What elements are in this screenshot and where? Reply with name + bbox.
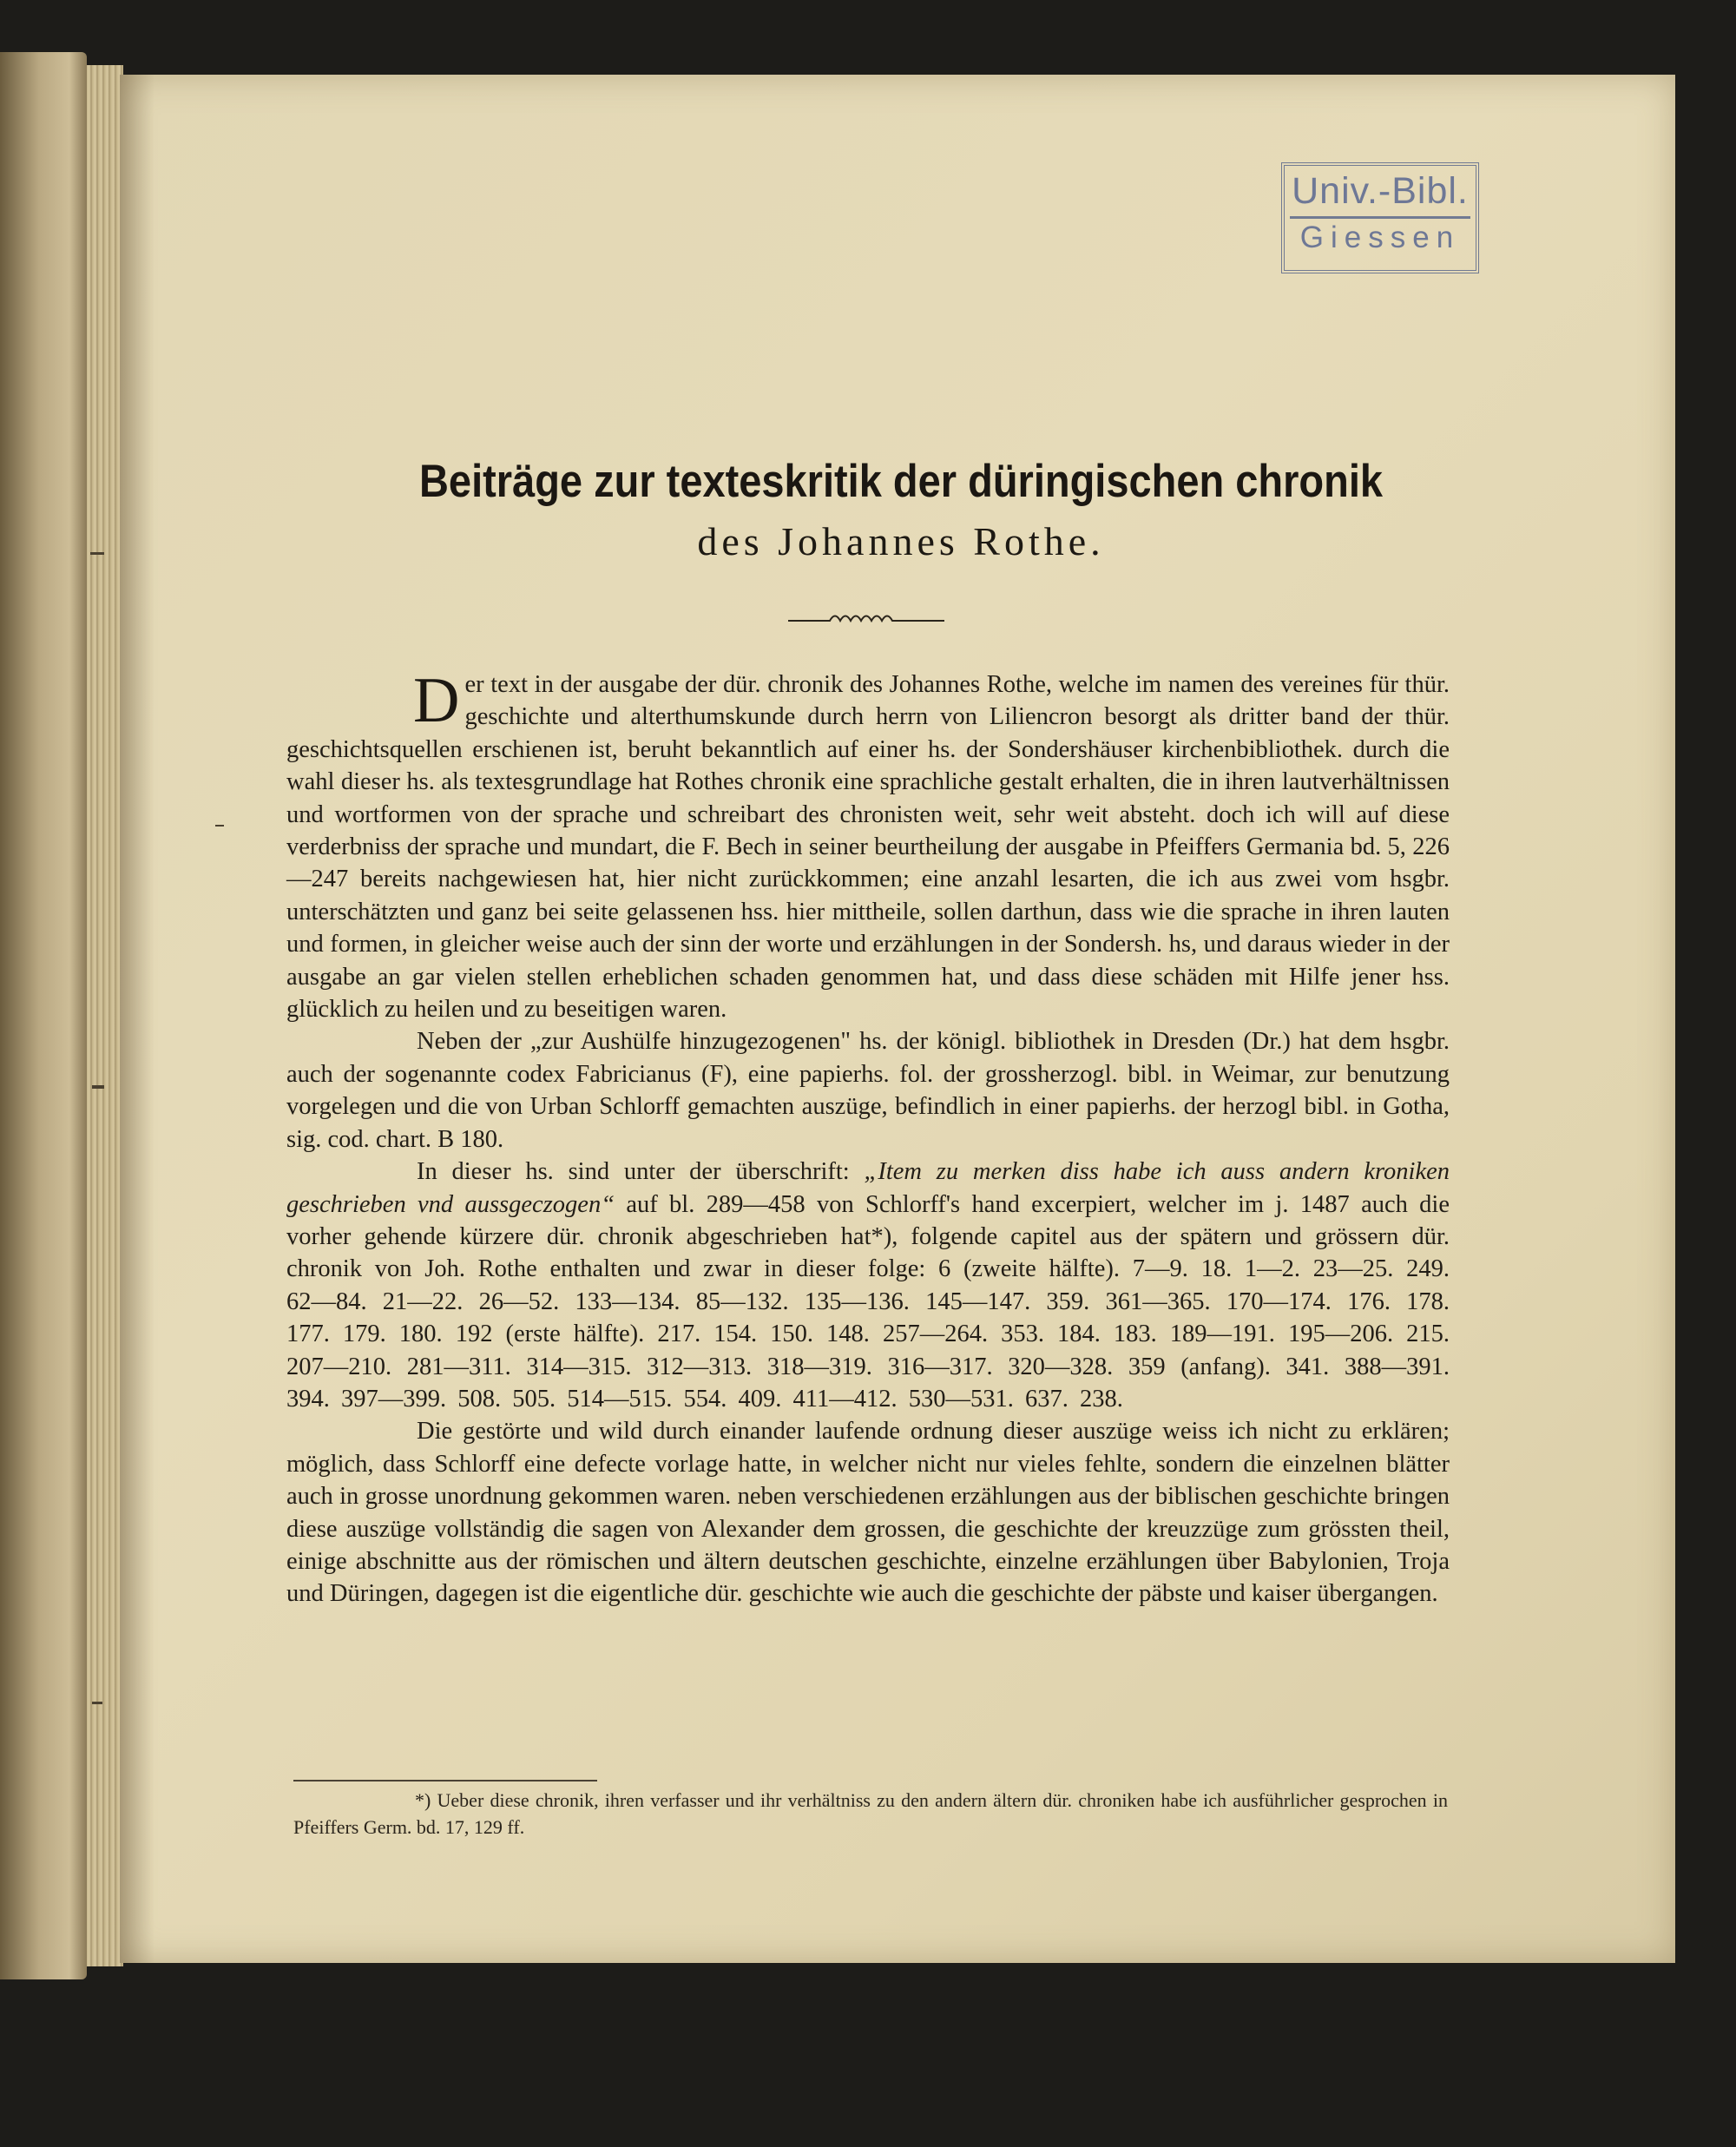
paragraph-3 [286,1156,1450,1415]
margin-mark [92,1085,104,1089]
library-stamp [1281,162,1479,273]
footnote-rule [293,1780,597,1781]
paragraph-3-rest: auf bl. 289—458 von Schlorff's hand excerpiert, welcher im j. 1487 auch die vorher gehende kürzere dür. chronik abgeschrieben hat*), folgende capitel aus der spätern und grössern dür. chronik von Joh. Rothe enthalten und zwar in dieser folge: 6 (zweite hälfte). 7—9. 18. 1—2. 23—25. 249. 62—84. 21—22. 26—52. 133—134. 85—132. 135—136. 145—147. 359. 361—365. 170—174. 176. 178. 177. 179. 180. 192 (erste hälfte). 217. 154. 150. 148. 257—264. 353. 184. 183. 189—191. 195—206. 215. 207—210. 281—311. 314—315. 312—313. 318—319. 316—317. 320—328. 359 (anfang). 341. 388—391. 394. 397—399. 508. 505. 514—515. 554. 409. 411—412. 530—531. 637. 238. [286,1190,1450,1413]
paragraph-4: Die gestörte und wild durch einander laufende ordnung dieser auszüge weiss ich nicht zu erklären; möglich, dass Schlorff eine defecte vorlage hatte, in welcher nicht nur vieles fehlte, sondern die einzelnen blätter auch in grosse unordnung gekommen waren. neben verschiedenen erzählungen aus der biblischen geschichte bringen diese auszüge vollständig die sagen von Alexander dem grossen, die geschichte der kreuzzüge zum grössten theil, einige abschnitte aus der römischen und ältern deutschen geschichte, einzelne erzählungen über Babylonien, Troja und Düringen, dagegen ist die eigentliche dür. geschichte wie auch die geschichte der päbste und kaiser übergangen. [286,1418,1450,1608]
left-page-edge [0,52,87,1979]
margin-mark [90,552,104,555]
footnote-text: *) Ueber diese chronik, ihren verfasser und ihr verhältniss zu den andern ältern dür. chroniken habe ich ausführlicher gesprochen in Pfeiffers Germ. bd. 17, 129 ff. [293,1789,1448,1838]
body-text [286,665,1450,1610]
paragraph-3-quote: „Item zu merken diss habe ich auss andern kroniken geschrieben vnd aussgeczogen“ [286,1158,1450,1218]
paragraph-2: Neben der „zur Aushülfe hinzugezogenen" hs. der königl. bibliothek in Dresden (Dr.) hat dem hsgbr. auch der sogenannte codex Fabricianus (F), eine papierhs. fol. der grossherzogl. bibl. in Weimar, zur benutzung vorgelegen und die von Urban Schlorff gemachten auszüge, befindlich in einer papierhs. der herzogl bibl. in Gotha, sig. cod. chart. B 180. [286,1028,1450,1153]
margin-mark [92,1702,102,1704]
ornament-divider [788,608,944,629]
stamp-line-2: Giessen [1290,216,1470,257]
drop-cap: D [413,665,460,736]
stamp-line-1: Univ.-Bibl. [1292,170,1469,212]
page-subtitle: des Johannes Rothe. [697,519,1105,563]
paragraph-1 [286,665,1450,1025]
paragraph-1-text: er text in der ausgabe der dür. chronik des Johannes Rothe, welche im namen des vereines für thür. geschichte und alterthumskunde durch herrn von Liliencron besorgt als dritter band der thür. geschichtsquellen erschienen ist, beruht bekanntlich auf einer hs. der Sondershäuser kirchenbibliothek. durch die wahl dieser hs. als textesgrundlage hat Rothes chronik eine sprachliche gestalt erhalten, die in ihren lautverhältnissen und wortformen von der sprache und schreibart des chronisten weit, sehr weit absteht. doch ich will auf diese verderbniss der sprache und mundart, die F. Bech in seiner beurtheilung der ausgabe in Pfeiffers Germania bd. 5, 226—247 bereits nachgewiesen hat, hier nicht zurückkommen; eine anzahl lesarten, die ich aus zwei vom hsgbr. unterschätzten und ganz bei seite gelassenen hss. hier mittheile, sollen darthun, dass wie die sprache in ihren lauten und formen, in gleicher weise auch der sinn der worte und erzählungen in der Sondersh. hs, und daraus wieder in der ausgabe an gar vielen stellen erheblichen schaden genommen hat, und dass diese schäden mit Hilfe jener hss. glücklich zu heilen und zu beseitigen waren. [286,671,1450,1024]
margin-mark [215,825,224,827]
footnote [293,1787,1448,1841]
paragraph-3-lead: In dieser hs. sind unter der überschrift: [417,1158,850,1186]
page-stack-edges [87,65,123,1966]
page-title: Beiträge zur texteskritik der düringischen chronik [418,454,1384,507]
